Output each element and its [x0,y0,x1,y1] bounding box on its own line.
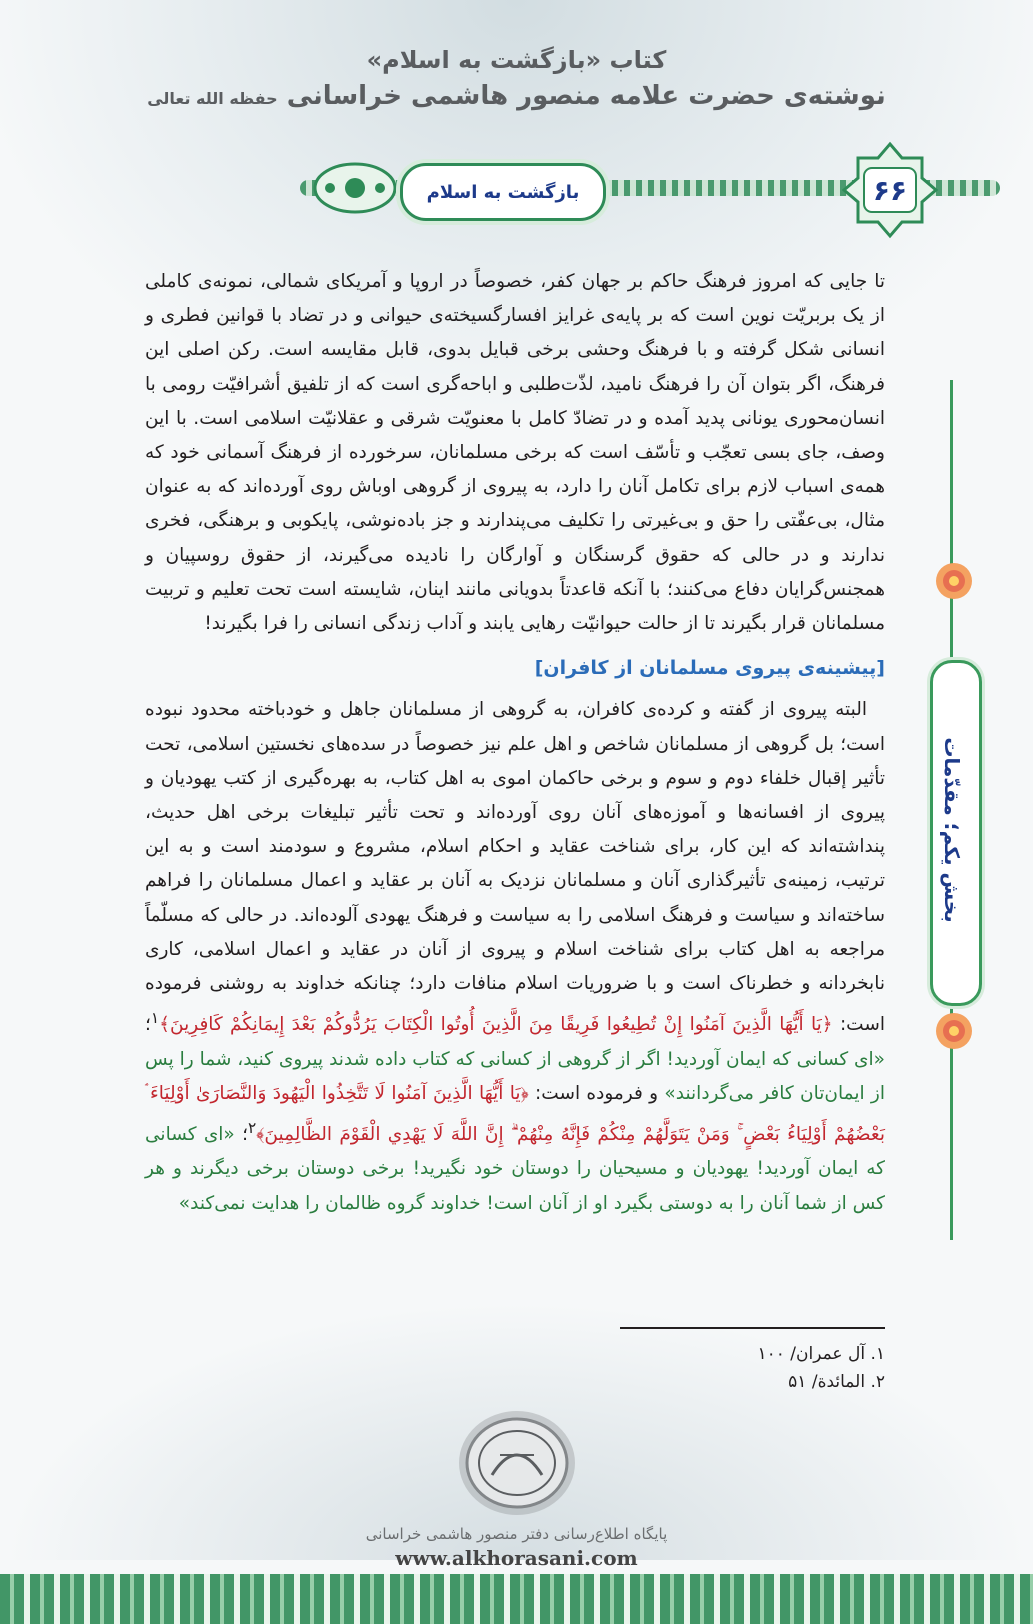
footnote-2: ۲. المائدة/ ۵۱ [788,1372,885,1392]
footnote-marker-1: ۱ [150,1009,160,1028]
calligraphic-seal-icon [452,1405,582,1525]
site-caption: پایگاه اطلاع‌رسانی دفتر منصور هاشمی خراسانی [365,1525,668,1543]
footnote-marker-2: ۲ [247,1119,257,1138]
footnotes [620,1340,885,1396]
floral-ornament-icon [310,160,400,216]
quran-verse-2: ﴿يَا أَيُّهَا الَّذِينَ آمَنُوا لَا تَتَّخِذُوا الْيَهُودَ وَالنَّصَارَىٰ أَوْلِيَاءَ ۘ بَعْضُهُمْ أَوْلِيَاءُ بَعْضٍ ۚ وَمَنْ يَتَوَلَّهُمْ مِنْكُمْ فَإِنَّهُ مِنْهُمْ ۗ إِنَّ اللَّهَ لَا يَهْدِي الْقَوْمَ الظَّالِمِينَ﴾ [145,1082,885,1146]
site-url[interactable]: www.alkhorasani.com [395,1546,638,1570]
quran-verse-1: ﴿يَا أَيُّهَا الَّذِينَ آمَنُوا إِنْ تُطِيعُوا فَرِيقًا مِنَ الَّذِينَ أُوتُوا الْكِتَابَ يَرُدُّوكُمْ بَعْدَ إِيمَانِكُمْ كَافِرِينَ﴾ [159,1014,833,1036]
page-number: ۶۶ [872,173,908,207]
book-title: کتاب «بازگشت به اسلام» [366,46,667,74]
author-line: نوشته‌ی حضرت علامه منصور هاشمی خراسانی حفظه الله تعالی [147,81,886,111]
flower-ornament-icon [933,1010,975,1052]
side-tab-label: بخش یکم؛ مقدّمات [940,737,964,923]
footnote-divider [620,1327,885,1329]
footnote-1: ۱. آل عمران/ ۱۰۰ [757,1344,885,1364]
flower-ornament-icon [933,560,975,602]
footer-ornament-band [0,1574,1033,1624]
translation-1: «ای کسانی که ایمان آوردید! اگر از گروهی از کسانی که کتاب داده شدند پیروی کنید، شما را پس از ایمان‌تان کافر می‌گردانند» [145,1048,885,1104]
book-header [0,42,1033,117]
paragraph-2: البته پیروی از گفته و کرده‌ی کافران، به گروهی از مسلمانان جاهل و خودباخته محدود نبوده است؛ بل گروهی از مسلمانان شاخص و اهل علم نیز خصوصاً در سده‌های نخستین اسلامی، تحت تأثیر إقبال خلفاء دوم و سوم و برخی حاکمان اموی به اهل کتاب، به بهره‌گیری از کتب یهودیان و پیروی از افسانه‌ها و آموزه‌های آنان روی آورده‌اند و تحت تأثیر تبلیغات برخی اهل حدیث، پنداشته‌اند که این کار، برای شناخت عقاید و احکام اسلام، مشروع و سودمند است و به این ترتیب، زمینه‌ی تأثیرگذاری آنان و مسلمانان نزدیک به آنان بر عقاید و اعمال مسلمانان را فراهم ساخته‌اند و سیاست و فرهنگ اسلامی را به سیاست و فرهنگ یهودی آلوده‌اند. در حالی که مسلّماً مراجعه به اهل کتاب برای شناخت اسلام و پیروی از آنان در عقاید و اعمال اسلامی، کاری نابخردانه و خطرناک است و با ضروریات اسلام منافات دارد؛ چنانکه خداوند به روشنی فرموده است: ﴿يَا أَيُّهَا الَّذِينَ آمَنُوا إِنْ تُطِيعُوا فَرِيقًا مِنَ الَّذِينَ أُوتُوا الْكِتَابَ يَرُدُّوكُمْ بَعْدَ إِيمَانِكُمْ كَافِرِينَ﴾$^۱$؛ «ای کسانی که ایمان آوردید! اگر از گروهی از کسانی که کتاب داده شدند پیروی کنید، شما را پس از ایمان‌تان کافر می‌گردانند» و فرموده است: ﴿يَا أَيُّهَا الَّذِينَ آمَنُوا لَا تَتَّخِذُوا الْيَهُودَ وَالنَّصَارَىٰ أَوْلِيَاءَ ۘ بَعْضُهُمْ أَوْلِيَاءُ بَعْضٍ ۚ وَمَنْ يَتَوَلَّهُمْ مِنْكُمْ فَإِنَّهُ مِنْهُمْ ۗ إِنَّ اللَّهَ لَا يَهْدِي الْقَوْمَ الظَّالِمِينَ﴾$^۲$؛ «ای کسانی که ایمان آوردید! یهودیان و مسیحیان را دوستان خود نگیرید! برخی دوستان برخی دیگرند و هر کس از شما آنان را به دوستی بگیرد او از آنان است! خداوند گروه ظالمان را هدایت نمی‌کند» [145,699,885,1214]
paragraph-1: تا جایی که امروز فرهنگ حاکم بر جهان کفر، خصوصاً در اروپا و آمریکای شمالی، نمونه‌ی کاملی از یک بربریّت نوین است که بر پایه‌ی غرایز افسارگسیخته‌ی حیوانی و در تضاد با قوانین فطری و انسانی شکل گرفته و با فرهنگ وحشی برخی قبایل بدوی، قابل مقایسه است. رکن اصلی این فرهنگ، اگر بتوان آن را فرهنگ نامید، لذّت‌طلبی و اباحه‌گری است که از تلفیق أشرافیّت رومی با انسان‌محوری یونانی پدید آمده و در تضادّ کامل با معنویّت شرقی و عقلانیّت اسلامی است. با این وصف، جای بسی تعجّب و تأسّف است که برخی مسلمانان، سرخورده از فرهنگ آسمانی خود که همه‌ی اسباب لازم برای تکامل آنان را دارد، به پیروی از گروهی اوباش روی آورده‌اند که به عنوان مثال، بی‌عفّتی را حق و بی‌غیرتی را تکلیف می‌پندارند و جز باده‌نوشی، پایکوبی و برهنگی، فخری ندارند و در حالی که حقوق گرسنگان و آوارگان را نادیده می‌گیرند، از حقوق روسپیان و همجنس‌گرایان دفاع می‌کنند؛ با آنکه قاعدتاً بدویانی مانند اینان، شایسته است تحت تعلیم و تربیت مسلمانان قرار بگیرند تا از حالت حیوانیّت رهایی یابند و آداب زندگی انسانی را فرا بگیرند! [145,271,885,635]
running-title: بازگشت به اسلام [400,163,606,221]
translation-2: «ای کسانی که ایمان آوردید! یهودیان و مسیحیان را دوستان خود نگیرید! برخی دوستان برخی دیگرند و هر کس از شما آنان را به دوستی بگیرد او از آنان است! خداوند گروه ظالمان را هدایت نمی‌کند» [145,1124,885,1214]
section-heading: [پیشینه‌ی پیروی مسلمانان از کافران] [534,657,885,680]
author-honorific: حفظه الله تعالی [147,89,278,108]
main-text-column [145,265,885,1221]
